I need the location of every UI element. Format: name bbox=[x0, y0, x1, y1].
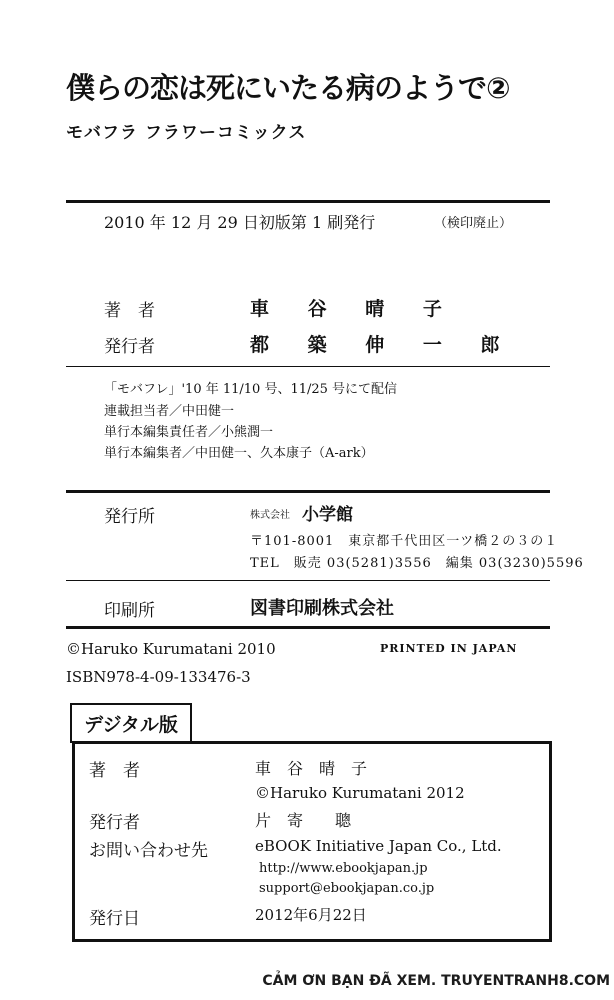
divider bbox=[66, 626, 550, 629]
contact-company: eBOOK Initiative Japan Co., Ltd. bbox=[255, 837, 502, 855]
company-prefix: 株式会社 bbox=[250, 510, 290, 521]
contact-url: http://www.ebookjapan.jp bbox=[259, 861, 428, 876]
divider bbox=[66, 580, 550, 581]
note-line: 単行本編集者／中田健一、久本康子（A-ark） bbox=[104, 446, 374, 461]
copyright: ©Haruko Kurumatani 2010 bbox=[66, 640, 276, 658]
divider bbox=[66, 490, 550, 493]
isbn: ISBN978-4-09-133476-3 bbox=[66, 668, 251, 686]
stamp-note: （検印廃止） bbox=[434, 216, 513, 231]
digital-author-name: 車 谷 晴 子 bbox=[255, 759, 368, 778]
publisher-name: 都 築 伸 一 郎 bbox=[250, 334, 516, 356]
divider bbox=[66, 200, 550, 203]
watermark-text: CẢM ƠN BẠN ĐÃ XEM. TRUYENTRANH8.COM bbox=[262, 973, 610, 989]
printer-name: 図書印刷株式会社 bbox=[250, 598, 394, 619]
house-label: 発行所 bbox=[104, 507, 155, 527]
author-name: 車 谷 晴 子 bbox=[250, 298, 458, 320]
author-label: 著 者 bbox=[104, 301, 155, 321]
contact-label: お問い合わせ先 bbox=[89, 841, 208, 861]
note-line: 連載担当者／中田健一 bbox=[104, 404, 235, 419]
company-phone: TEL 販売 03(5281)3556 編集 03(3230)5596 bbox=[250, 556, 584, 571]
divider bbox=[66, 366, 550, 367]
printer-label: 印刷所 bbox=[104, 601, 155, 621]
digital-publisher-label: 発行者 bbox=[89, 813, 140, 833]
digital-info-box bbox=[72, 741, 552, 942]
note-line: 単行本編集責任者／小熊潤一 bbox=[104, 425, 274, 440]
digital-copyright: ©Haruko Kurumatani 2012 bbox=[255, 784, 465, 802]
book-title: 僕らの恋は死にいたる病のようで② bbox=[66, 71, 510, 105]
date-value: 2012年6月22日 bbox=[255, 906, 367, 924]
edition-date: 2010 年 12 月 29 日初版第 1 刷発行 bbox=[104, 213, 376, 232]
company-name: 小学館 bbox=[302, 505, 353, 525]
publisher-label: 発行者 bbox=[104, 337, 155, 357]
contact-email: support@ebookjapan.co.jp bbox=[259, 881, 435, 896]
date-label: 発行日 bbox=[89, 909, 140, 929]
digital-publisher-name: 片 寄 聰 bbox=[255, 811, 352, 830]
note-line: 「モバフレ」'10 年 11/10 号、11/25 号にて配信 bbox=[104, 382, 398, 397]
company-address: 〒101-8001 東京都千代田区一ツ橋２の３の１ bbox=[250, 534, 559, 549]
printed-in: PRINTED IN JAPAN bbox=[380, 642, 518, 655]
series-name: モバフラ フラワーコミックス bbox=[66, 123, 307, 143]
digital-edition-badge: デジタル版 bbox=[70, 703, 192, 743]
digital-author-label: 著 者 bbox=[89, 761, 140, 781]
